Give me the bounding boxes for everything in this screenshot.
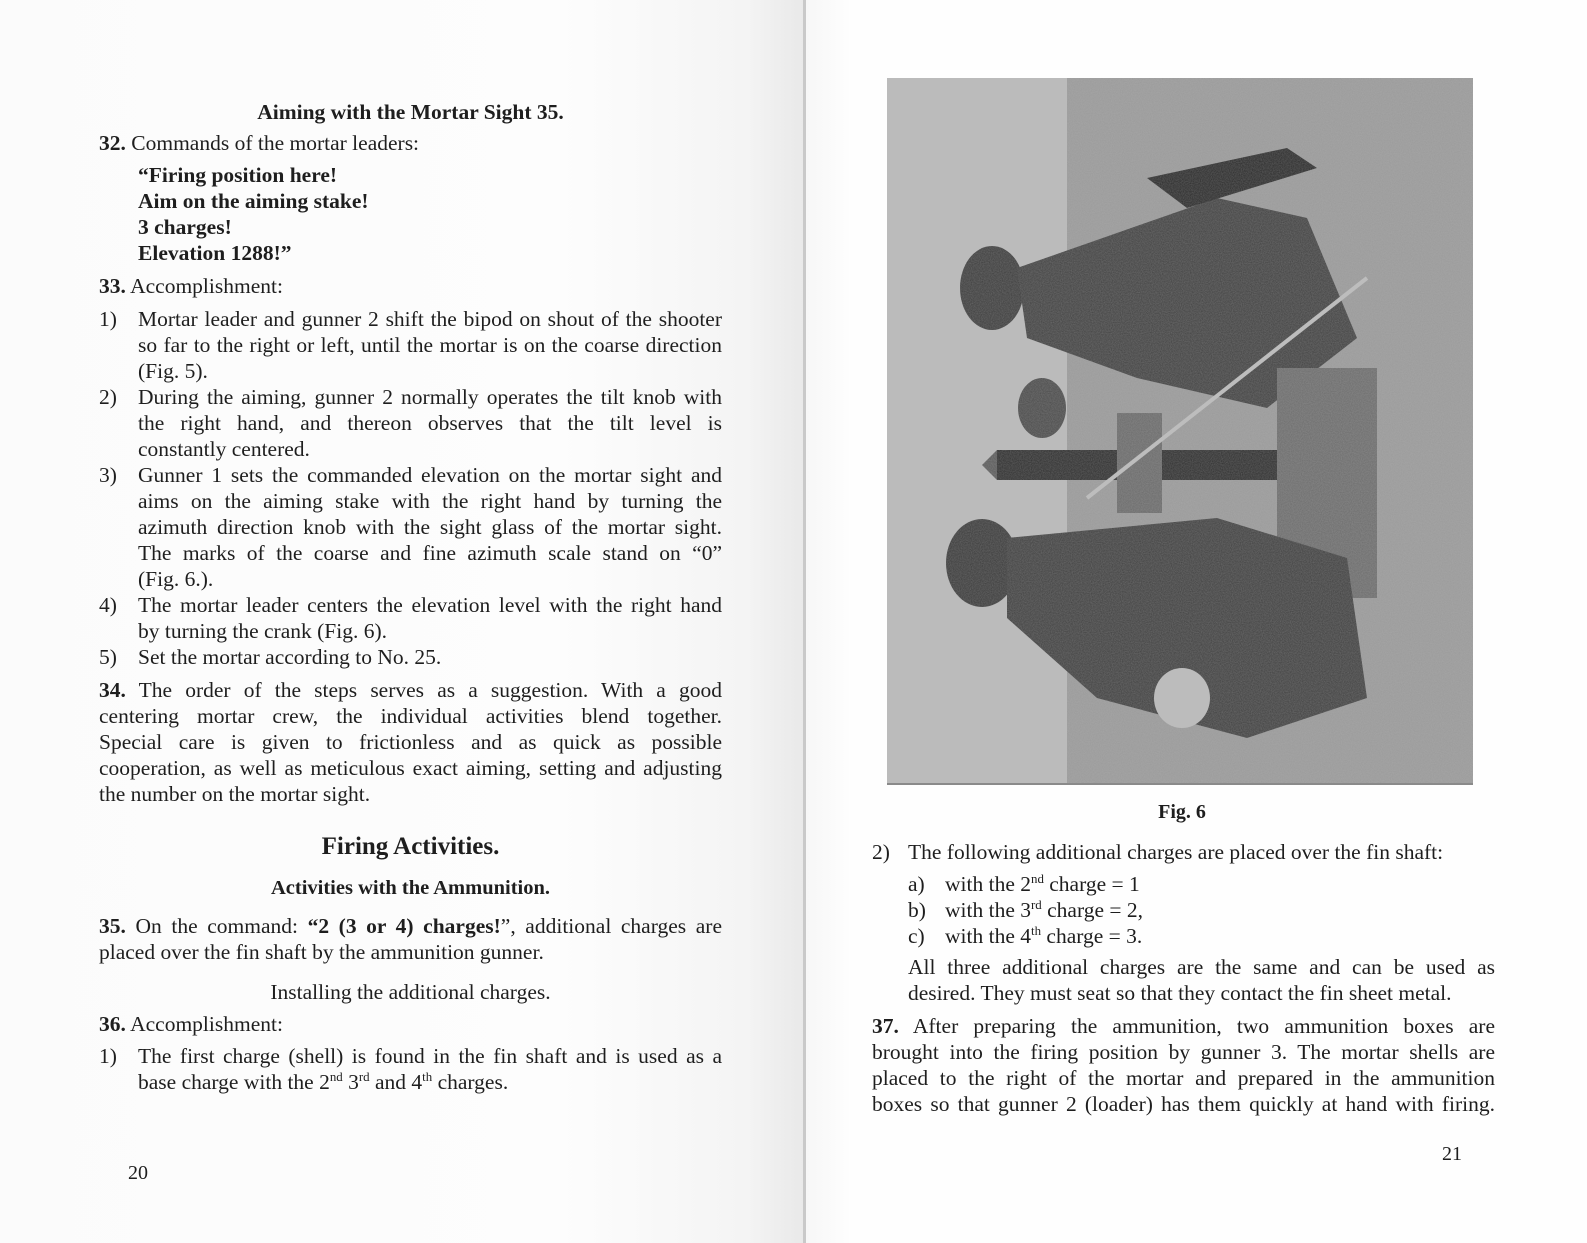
sub-item: c) with the 4th charge = 3. (908, 923, 1143, 948)
command-line: Aim on the aiming stake! (138, 189, 369, 213)
list-line: During the aiming, gunner 2 normally operates the tilt knob with (138, 385, 722, 409)
mortar-crew-photo-icon (887, 78, 1473, 783)
paragraph-line: centering mortar crew, the individual activities blend together. (99, 704, 722, 728)
sub-item: b) with the 3rd charge = 2, (908, 897, 1144, 922)
paragraph-line (99, 913, 722, 939)
command-line: 3 charges! (138, 215, 232, 239)
list-text: The following additional charges are placed over the fin shaft: (908, 840, 1444, 864)
figure-6-photo (887, 78, 1473, 785)
paragraph-number: 34. (99, 678, 126, 702)
list-line: aims on the aiming stake with the right hand by turning the (138, 489, 722, 513)
paragraph-32 (99, 130, 722, 156)
note-line: All three additional charges are the same and can be used as (908, 955, 1495, 979)
paragraph-line: boxes so that gunner 2 (loader) has them quickly at hand with firing. (872, 1092, 1495, 1116)
section-heading-aiming: Aiming with the Mortar Sight 35. (257, 100, 564, 124)
note-line: desired. They must seat so that they contact the fin sheet metal. (908, 981, 1452, 1005)
list-marker: 5) (99, 645, 117, 669)
paragraph-number: 35. (99, 914, 126, 938)
page-number-left: 20 (128, 1162, 148, 1184)
paragraph-line: cooperation, as well as meticulous exact aiming, setting and adjusting (99, 756, 722, 780)
paragraph-number: 36. (99, 1012, 126, 1036)
list-line: Mortar leader and gunner 2 shift the bipod on shout of the shooter (138, 307, 722, 331)
sub-item: a) with the 2nd charge = 1 (908, 871, 1140, 896)
paragraph-line: brought into the firing position by gunner 3. The mortar shells are (872, 1040, 1495, 1064)
paragraph-number: 37. (872, 1014, 899, 1038)
paragraph-text: Accomplishment: (130, 1012, 283, 1036)
list-marker: 1) (99, 1044, 117, 1068)
paragraph-text: ”, additional charges are (500, 914, 722, 938)
charges-note (908, 954, 1495, 1006)
command-quote: “2 (3 or 4) charges! (307, 914, 501, 938)
list-line: by turning the crank (Fig. 6). (138, 619, 387, 643)
paragraph-line (872, 1013, 1495, 1039)
list-marker: 4) (99, 593, 117, 617)
paragraph-text: Commands of the mortar leaders: (131, 131, 420, 155)
paragraph-36 (99, 1011, 722, 1037)
command-line: Elevation 1288!” (138, 241, 292, 265)
list-line: (Fig. 5). (138, 359, 208, 383)
paragraph-line: placed over the fin shaft by the ammunition gunner. (99, 940, 544, 964)
list-marker: 2) (99, 385, 117, 409)
paragraph-line (99, 677, 722, 703)
paragraph-35 (99, 913, 722, 965)
list-line: constantly centered. (138, 437, 310, 461)
list-line: Gunner 1 sets the commanded elevation on the mortar sight and (138, 463, 722, 487)
paragraph-text: Accomplishment: (130, 274, 283, 298)
subheading-ammunition: Activities with the Ammunition. (270, 877, 551, 899)
list-line: so far to the right or left, until the mortar is on the coarse direction (138, 333, 722, 357)
command-list (138, 162, 369, 266)
page-number-right: 21 (1442, 1143, 1462, 1165)
section-heading-firing: Firing Activities. (321, 833, 500, 860)
accomplishment-list-36 (99, 1043, 722, 1097)
paragraph-number: 32. (99, 131, 126, 155)
command-line: “Firing position here! (138, 163, 338, 187)
paragraph-34 (99, 677, 722, 807)
figure-caption: Fig. 6 (1158, 801, 1206, 823)
paragraph-text: The order of the steps serves as a suggestion. With a good (138, 678, 722, 702)
list-line: The marks of the coarse and fine azimuth scale stand on “0” (138, 541, 722, 565)
paragraph-text: On the command: (135, 914, 308, 938)
list-marker: 3) (99, 463, 117, 487)
paragraph-line: the number on the mortar sight. (99, 782, 371, 806)
list-line: Set the mortar according to No. 25. (138, 645, 442, 669)
paragraph-33 (99, 273, 722, 299)
subheading-installing: Installing the additional charges. (270, 980, 551, 1004)
list-marker: 1) (99, 307, 117, 331)
list-line: The mortar leader centers the elevation level with the right hand (138, 593, 722, 617)
list-line: The first charge (shell) is found in the fin shaft and is used as a (138, 1044, 722, 1068)
item-2 (872, 839, 1477, 869)
list-line: azimuth direction knob with the sight glass of the mortar sight. (138, 515, 722, 539)
accomplishment-list-33 (99, 306, 722, 676)
list-line: base charge with the 2nd 3rd and 4th charges. (138, 1069, 509, 1094)
paragraph-line: Special care is given to frictionless and as quick as possible (99, 730, 722, 754)
list-line: the right hand, and thereon observes that the tilt level is (138, 411, 722, 435)
paragraph-text: After preparing the ammunition, two ammunition boxes are (912, 1014, 1495, 1038)
list-marker: 2) (872, 840, 890, 864)
paragraph-number: 33. (99, 274, 126, 298)
paragraph-37 (872, 1013, 1495, 1117)
list-line: (Fig. 6.). (138, 567, 214, 591)
sub-item-list (908, 871, 1143, 949)
paragraph-line: placed to the right of the mortar and prepared in the ammunition (872, 1066, 1495, 1090)
